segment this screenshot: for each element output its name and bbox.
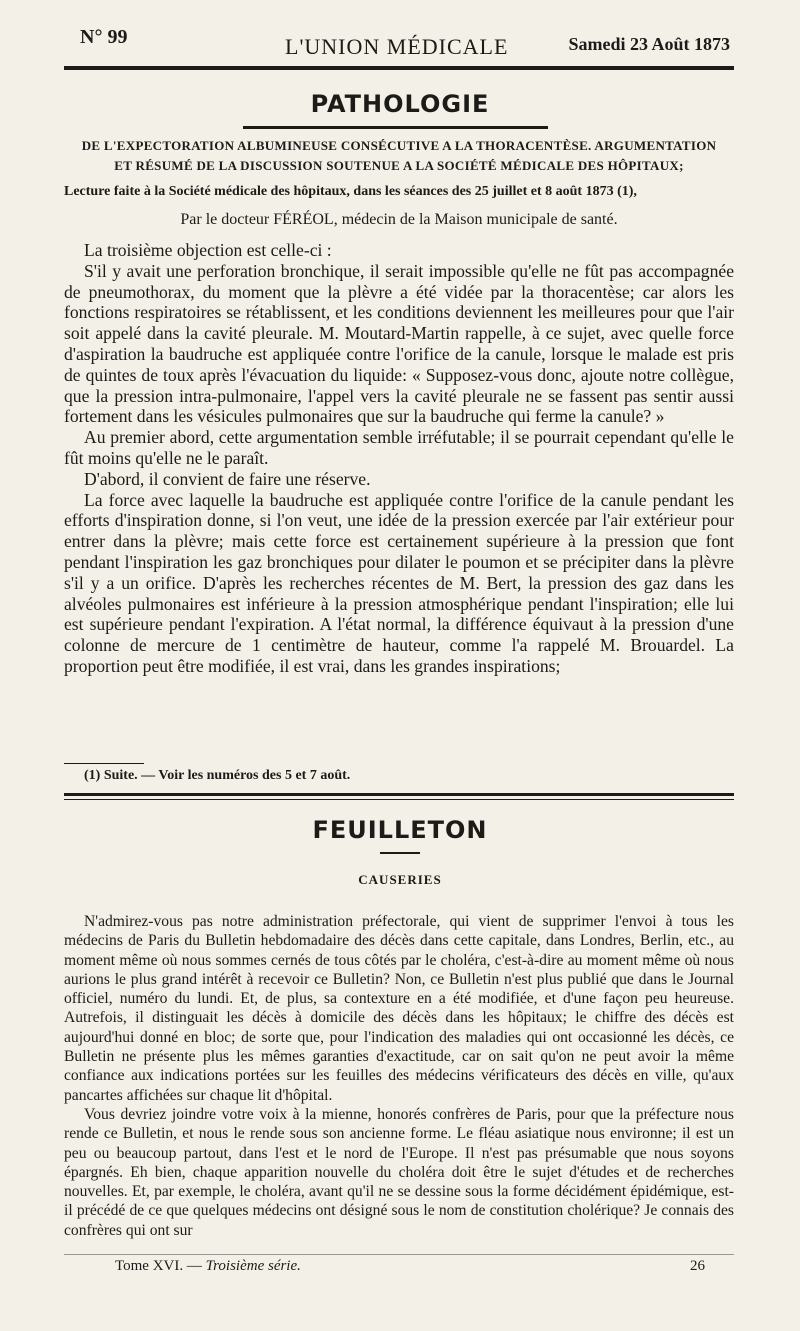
footnote-rule: [64, 763, 144, 764]
page-header: [80, 26, 730, 62]
article-lecture-note: Lecture faite à la Société médicale des hôpitaux, dans les séances des 25 juillet et 8 août 1873 (1),: [64, 184, 637, 199]
series-label: Troisième série.: [205, 1258, 301, 1274]
article-paragraph: Au premier abord, cette argumentation semble irréfutable; il se pourrait cependant qu'elle le fût moins qu'elle ne le paraît.: [64, 427, 734, 468]
header-rule: [64, 66, 734, 70]
article-paragraph: S'il y avait une perforation bronchique, il serait impossible qu'elle ne fût pas accompagnée de pneumothorax, du moment que la plèvre a été vidée par la thoracentèse; car alors les fonctions respiratoires se rétablissent, et les conditions deviennent les meilleures pour que l'air soit appelé dans la cavité pleurale. M. Moutard-Martin rappelle, à ce sujet, avec quelle force d'aspiration la baudruche est appliquée contre l'orifice de la canule, lorsque le malade est pris de quintes de toux après l'évacuation du liquide: « Supposez-vous donc, ajoute notre collègue, que la pression intra-pulmonaire, l'appel vers la cavité pleurale ne se fassent pas sentir aussi fortement dans les vésicules pulmonaires que sur la baudruche qui ferme la canule? »: [64, 260, 734, 427]
article-body: [64, 240, 734, 677]
feuilleton-ornament: [380, 852, 420, 854]
article-author: Par le docteur FÉRÉOL, médecin de la Maison municipale de santé.: [180, 211, 618, 228]
issue-number: N° 99: [80, 26, 128, 48]
section-rule: [243, 126, 548, 129]
article-title: [64, 136, 734, 176]
page-number: 26: [690, 1258, 705, 1274]
footer-volume: [115, 1258, 301, 1275]
article-paragraph: La troisième objection est celle-ci :: [84, 240, 332, 260]
issue-date: Samedi 23 Août 1873: [568, 34, 730, 54]
feuilleton-rule-thick: [64, 793, 734, 796]
article-paragraph: D'abord, il convient de faire une réserve.: [84, 468, 371, 489]
feuilleton-body: [64, 912, 734, 1240]
feuilleton-rule-thin: [64, 799, 734, 800]
article-paragraph: La force avec laquelle la baudruche est appliquée contre l'orifice de la canule pendant les efforts d'inspiration donne, si l'on veut, une idée de la pression exercée par l'air extérieur pour entrer dans la plèvre; mais cette force est certainement supérieure à la pression que font pendant l'inspiration les gaz bronchiques pour dilater le poumon et se précipiter dans la plèvre s'il y a un orifice. D'après les recherches récentes de M. Bert, la pression des gaz dans les alvéoles pulmonaires est inférieure à la pression atmosphérique pendant l'inspiration; elle lui est supérieure pendant l'expiration. A l'état normal, la différence équivaut à la pression d'une colonne de mercure de 1 centimètre de hauteur, comme l'a rappelé M. Brouardel. La proportion peut être modifiée, il est vrai, dans les grandes inspirations;: [64, 489, 734, 676]
feuilleton-subtitle: CAUSERIES: [358, 872, 442, 887]
volume-label: Tome XVI. —: [115, 1258, 202, 1274]
section-title-feuilleton: FEUILLETON: [312, 816, 488, 844]
section-title-pathologie: PATHOLOGIE: [310, 90, 490, 118]
article-title-line-1: DE L'EXPECTORATION ALBUMINEUSE CONSÉCUTIVE A LA THORACENTÈSE. ARGUMENTATION: [81, 138, 717, 153]
feuilleton-paragraph: Vous devriez joindre votre voix à la mienne, honorés confrères de Paris, pour que la préfecture nous rende ce Bulletin, et nous le rende sous son ancienne forme. Le fléau asiatique nous environne; il est un peu ou beaucoup partout, dans l'est et le nord de l'Europe. Il n'est pas présumable que nous soyons épargnés. Eh bien, chaque apparition nouvelle du choléra doit être le sujet d'études et de recherches nouvelles. Et, par exemple, le choléra, avant qu'il ne se dessine sous la forme décidément épidémique, est-il précédé de ce que quelques médecins ont désigné sous le nom de constitution cholérique? Je connais des confrères qui ont sur: [64, 1105, 734, 1239]
journal-title: L'UNION MÉDICALE: [285, 34, 509, 59]
article-footnote: (1) Suite. — Voir les numéros des 5 et 7 août.: [84, 768, 351, 783]
feuilleton-paragraph: N'admirez-vous pas notre administration préfectorale, qui vient de supprimer l'envoi à tous les médecins de Paris du Bulletin hebdomadaire des décès dans cette capitale, dans Londres, Berlin, etc., au moment même où nous sommes cernés de tous côtés par le choléra, c'est-à-dire au moment même où nous aurions le plus grand intérêt à recevoir ce Bulletin? Non, ce Bulletin n'est plus publié que dans le Journal officiel, numéro du lundi. Et, de plus, sa contexture en a été modifiée, et d'une façon peu heureuse. Autrefois, il distinguait les décès à domicile des décès dans les hôpitaux; le chiffre des décès est aujourd'hui donné en bloc; de sorte que, pour l'indication des maladies qui ont occasionné les décès, ce Bulletin ne présente plus les mêmes garanties d'exactitude, car on sait qu'on ne peut avoir la même confiance aux indications portées sur les feuilles des médecins vérificateurs des décès en ville, qu'aux pancartes affichées sur chaque lit d'hôpital.: [64, 913, 734, 1104]
footer-rule: [64, 1254, 734, 1255]
article-title-line-2: ET RÉSUMÉ DE LA DISCUSSION SOUTENUE A LA SOCIÉTÉ MÉDICALE DES HÔPITAUX;: [114, 158, 684, 173]
